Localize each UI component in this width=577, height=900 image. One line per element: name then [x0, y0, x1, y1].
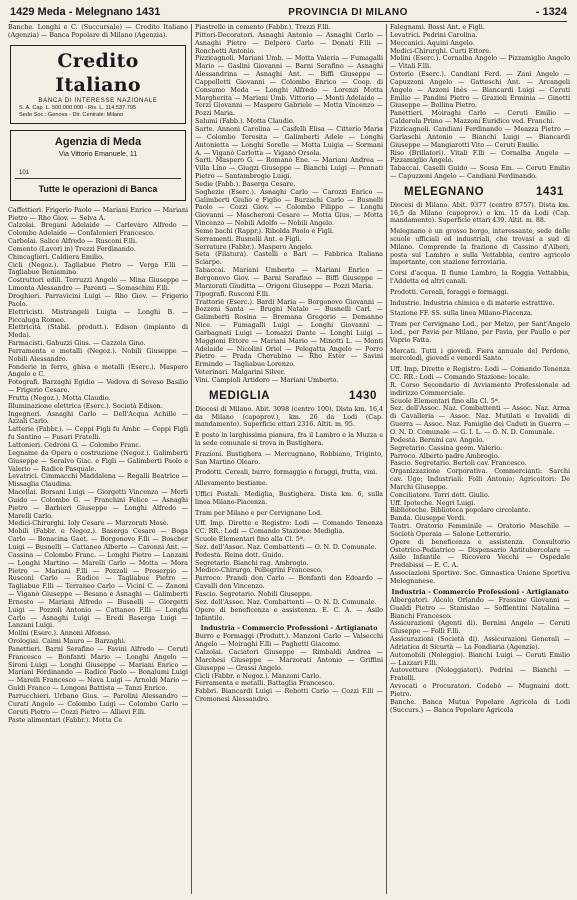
directory-entry: Avvocati e Procuratori. Codebò — Mugnaini dott. Pietro. [390, 682, 570, 698]
directory-entry: Uff. Imp. Dirette e Registro: Lodi — Comando Tenenza CC. RR.: Lodi — Comando Stazione: locale. [390, 365, 570, 382]
section-name: MEDIGLIA [209, 389, 271, 402]
directory-entry: Pizzicagnoli. Mariani Umb. — Motta Valeria — Fumagalli Mario — Gaslini Giovanni — Barni Serafino — Asnaghi Alessandrina — Asnaghi Ant. — Biffi Giuseppe — Cappelletti Giovanni — Colombo Enrico — Coop. di Consumo Meda — Longhi Alfredo — Lorenzi Motta Margherita — Mariani Umb. Vittorio — Monti Adelaide — Terzi Giovanni — Maspero Gabriele — Motta Vincenzo — Pozzi Maria. [195, 54, 383, 118]
ad-subtitle: BANCA DI INTERESSE NAZIONALE [38, 96, 158, 104]
directory-entry: Tabaccai. Caselli Guido — Scesa Em. — Ceruti Emilio — Capuzzoni Angelo — Candiani Ferdinando. [390, 164, 570, 181]
directory-entry: Calzolai. Bregani Adelaide — Carlevaro Alfredo — Colombo Adelaide — Confalonieri Francesco. [8, 221, 188, 238]
directory-entry: Medico-Chirurgo. Pellegrini Francesco. [195, 566, 323, 575]
section-intro: Frazioni. Bustighera — Mercugnano, Robbiano, Triginto, San Martino Olearo. [195, 450, 383, 466]
directory-entry: Carbolai. Salice Alfredo — Rusconi F.lli. [8, 237, 138, 246]
section-intro: Industrie. Industria chimica e di materie estrattive. [390, 299, 555, 307]
directory-entry: Mobili (Fabbr. e Negoz.). Baserga Cesare — Boga Carlo — Bonacina Gaet. — Borgonovo F.lli — Boscher Luigi — Busnelli — Cattaneo Alberto — Caronni Ant. — Cassina — Colombo Franc. — Longhi Pietro — Lanzani — Longhi Martino — Marelli Carlo — Motta — Mora Pietro — Mariani F.lli — Pozzoli — Proserpio — Rusconi Carlo — Radice — Tagliabue Pietro — Tagliabue F.lli — Terraneo Carlo — Vicini C. — Zanoni — Viganò Giuseppe — Besana e Asnaghi — Galimberti Ernesto — Mariani Alfredo — Busnelli — Giorgetti Luigi — Pozzoli Antonio — Cattaneo F.lli — Longhi Carlo — Asnaghi Luigi — Eredi Baserga Luigi — Lanzani Luigi. [8, 527, 188, 630]
section-intro: Diocesi di Milano. Abit. 3098 (centro 100). Dista km. 16,4 da Milano (capoprov.), km. 26 da Lodi (Cap. mandamento). Superficie ettari 2316. Altit. m. 95. [195, 405, 383, 429]
directory-entry: Automobili (Noleggio). Bianchi Luigi — Ceruti Emilio — Lazzari F.lli. [390, 650, 570, 667]
column-3 [390, 24, 570, 896]
sub-heading: Industria - Commercio Professioni - Artigianato [391, 587, 569, 596]
directory-entry: Salumi (Fabb.). Motta Claudio. [195, 117, 295, 126]
directory-entry: Cicli (Fabbr. e Negoz.). Manzoni Carlo. [195, 671, 322, 680]
section-intro: Mercati. Tutti i giovedì. Fiera annuale del Perdono, mercoledì, giovedì e venerdì Santo. [390, 347, 570, 363]
section-intro: Corsi d'acqua. Il fiume Lambro, la Roggia Vettabbia, l'Addetta ed altri canali. [390, 270, 570, 286]
directory-entry: Conciliatore. Torri dott. Giulio. [390, 490, 490, 499]
directory-entry: Podestà. Reina dott. Guido. [195, 550, 284, 559]
section-heading-melegnano [404, 186, 564, 199]
directory-entry: Parroco. Prandi don Carlo — Bonfanti don Edoardo — Cavalli don Vincenzo. [195, 574, 383, 591]
directory-entry: Segretario. Bianchi rag. Ambrogio. [195, 558, 309, 567]
directory-entry: Falegnami. Bossi Ant. e Figli. [390, 24, 485, 31]
page-header [10, 3, 567, 22]
directory-entry: Trattorie (Eserc.). Bardi Maria — Borgonovo Giovanni — Bozzeni Santa — Brugni Natale — Busnelli Carl. — Galimberti Rosina — Bremana Gregorio — Demanno Nice. — Fumagalli Luigi — Longhi Giovanni — Garbagnati Luigi — Lomazzi Dante — Longhi Luigi — Maggioni Ettore — Mariani Mario — Minotti L. — Monti Adelaide — Nicolini Oriel — Pelegatta Angelo — Porro Pietro — Prada Cherubino — Rho Ester — Savini Ermindo — Tagliabue Lorenzo. [195, 297, 383, 369]
directory-entry: Sedie (Fabb.). Baserga Cesare. [195, 179, 296, 188]
directory-entry: Pizzicagnoli. Candiani Ferdinando — Meazza Pietro — Garlaschi Antonio — Bianchi Luigi — Biancardi Giuseppe — Mangiarotti Vito — Ceruti Emilio. [390, 124, 570, 149]
directory-entry: Fascio. Segretario. Nobili Giuseppe. [195, 589, 312, 598]
directory-entry: Banda. Giuseppe Verdi. [390, 514, 466, 523]
sub-heading: Industria - Commercio Professioni - Artigianato [200, 624, 378, 633]
directory-entry: Sarte. Annoni Carolina — Casfelli Elisa — Citterio Maria — Colombo Teresita — Galimberti Adele — Longhi Antonietta — Longhi Sorelle — Motta Luigia — Sormani A. — Viganò Carlotta — Viganò Orsola. [195, 124, 383, 157]
section-intro: Allevamento bestiame. [195, 480, 268, 488]
section-intro: Prodotti. Cereali, burro, formaggio e foraggi, frutta, vini. [195, 469, 378, 477]
directory-entry: Tabaccai. Mariani Umberto — Mariani Enrico — Borgonovo Giov. — Barni Serafino — Biffi Giuseppe — Marzorati Giuditta — Origoni Giuseppe — Pozzi Maria. [195, 266, 383, 290]
directory-entry: Fotografi. Barzaghi Egidio — Vedova di Seveso Basilio — Frigerio Cesare. [8, 378, 188, 395]
directory-entry: Assicurazioni (Agenti di). Bernini Angelo — Ceruti Giuseppe — Folli F.lli. [390, 619, 570, 636]
directory-entry: Seta (Filatura). Castelli e Bari — Fabbrica Italiana Sciarpe. [195, 250, 383, 267]
ad-capital: S. A. Cap. L. 500.000.000 - Ris. L. 114.537.795 [19, 104, 137, 111]
directory-entry: Associazioni Sportive. Soc. Ginnastica Unione Sportiva Melegnanese. [390, 569, 570, 585]
directory-entry: Albergatori. Alcolo Orlando — Frassine Giovanni — Gualdi Pietro — Stanislao — Soffientini Natalina — Bianchi Francesco. [390, 595, 570, 620]
directory-entry: Serrature (Fabbr.). Maspero Angelo. [195, 242, 313, 251]
directory-entry: Levatrici. Cimmacchi Maddalena — Regalli Beatrice — Missaglia Claudina. [8, 472, 188, 489]
section-number: 1431 [536, 185, 564, 198]
directory-entry: Paste alimentari (Fabbr.). Motta Ce [8, 715, 123, 724]
directory-entry: Latterie (Fabbr.). — Ceppi Figli fu Ambr. — Ceppi Figli fu Santino — Fusari Fratelli. [8, 425, 188, 442]
directory-entry: Parroco. Alberto padre Ambrogio. [390, 451, 500, 460]
directory-entry: Organizzazione Corporativa. Commercianti: Sarchi cav. Ugo; Industriali: Folli Antonio; Agricoltori: De Marchi Giuseppe. [390, 467, 570, 491]
directory-entry: Uff. Imp. Dirette e Registro: Lodi — Comando Tenenza CC. RR.: Lodi — Comando Stazione: Mediglia. [195, 519, 383, 536]
column-divider [386, 24, 387, 894]
section-intro: Tram per Milano e per Cervignano Lod. [195, 509, 323, 517]
directory-entry: Medici-Chirurghi. Curti Ettore. [390, 46, 492, 55]
agency-tagline: Tutte le operazioni di Banca [15, 178, 181, 196]
directory-entry: Ingegneri. Asnaghi Carlo — Dell'Acqua Achille — Azzali Carlo. [8, 409, 188, 426]
directory-entry: Ferramenta e metalli. Battaglia Francesco. [195, 679, 335, 688]
directory-entry: Molini (Eserc.). Cornalba Angelo — Pizzamiglio Angelo — Vitali F.lli. [390, 54, 570, 71]
section-intro: Diocesi di Milano. Abit. 9377 (centro 8757). Dista km. 16,5 da Milano (capoprov.) e km. 15 da Lodi (Cap. mandamento). Superficie ettari 439. Altit. m. 88. [390, 201, 570, 225]
directory-entry: Cicli (Negoz.). Tagliabue Pietro — Verga F.lli — Tagliabue Beniamino. [8, 260, 188, 277]
directory-entry: Piastrelle in cemento (Fabbr.). Trezzi F.lli. [195, 24, 331, 31]
directory-entry: Uff. Ipoteche. Negri Luigi. [390, 498, 476, 507]
directory-entry: Macellai. Borsani Luigi — Giorgetti Vincenzo — Merli Guido — Colombo G. — Franchini Felice — Asnaghi Pietro — Barbieri Giuseppe — Longhi Alfredo — Marelli Carlo. [8, 488, 188, 520]
directory-entry: Chincaglieri. Caldiera Emilio. [8, 252, 104, 261]
directory-entry: Segretario. Cassina geom. Valerio. [390, 443, 502, 452]
directory-entry: Scuole Elementari fino alla Cl. 5ª. [195, 535, 305, 544]
directory-entry: Sez. dell'Assoc. Naz. Combattenti — O. N. D. Comunale. [195, 542, 377, 551]
directory-entry: Ferramenta e metalli (Negoz.). Nobili Giuseppe — Nobili Alessandro. [8, 346, 188, 363]
section-intro: Melegnano è un grosso borgo, interessante, sede delle scuole ufficiali ed industriali, che trovasi a sud di Milano. Comprende la frazione di Cassino d'Alberi, posta sul Lambro e sulla Vettabbia, centro agricolo importante, con stazione ferroviaria. [390, 228, 570, 267]
directory-entry: Molini (Eserc.). Annoni Alfonso. [8, 629, 112, 638]
directory-entry: Tipografi. Rusconi F.lli. [195, 289, 270, 298]
directory-entry: Opere di beneficenza e assistenza. Consultorio Ostetrico-Pediatrico — Dispensario Antitubercolare — Asilo Infantile — Ricovero Vecchi — Ospedale Predabissi — E. C. A. [390, 537, 570, 570]
directory-entry: Banche. Longhi e C. (Succursale) — Credito Italiano (Agenzia) — Banca Popolare di Milano (Agenzia). [8, 24, 188, 39]
agenzia-meda-ad [10, 130, 186, 201]
directory-entry: Sez. dell'Assoc. Naz. Combattenti — Assoc. Naz. Arma di Cavalleria — Assoc. Naz. Mutilati e Invalidi di Guerra — Assoc. Naz. Famiglie dei Caduti in Guerra — O. N. D. Comunale — G. I. L. — O. N. D. Comunale. [390, 404, 570, 436]
directory-entry: Banche. Banca Mutua Popolare Agricola di Lodi (Succurs.) — Banca Popolare Agricola [390, 697, 570, 714]
directory-entry: Calzolai. Caciatori Giuseppe — Rimbaldi Andrea — Marchesi Giuseppe — Marzorati Antonio — Griffini Giuseppe — Grassi Angelo. [195, 648, 383, 672]
directory-entry: Caffettieri. Frigerio Paolo — Mariani Enrico — Mariani Pietro — Rho Giov. — Selva A. [8, 205, 188, 222]
directory-entry: Fascio. Segretario. Bertoli cav. Francesco. [390, 459, 527, 468]
directory-entry: Frutta (Negoz.). Motta Claudio. [8, 393, 111, 402]
directory-entry: Osterie (Eserc.). Candiani Ferd. — Zani Angelo — Capuzzoni Angelo — Gatteschi Ant. — Arcangeli Angelo — Azzoni Inès — Biancardi Luigi — Ceruti Emilio — Pandini Pietro — Grazioli Erminia — Ginetti Giuseppe — Bollina Pietro. [390, 70, 570, 110]
directory-entry: Serramenti. Busnelli Ant. e Figli. [195, 234, 302, 243]
directory-entry: Sarti. Maspero G. — Romanò Ene. — Mariani Andrea — Villa Lino — Giugzi Giuseppe — Bianchi Luigi — Pennati Pietro — Santambrogio Luigi. [195, 156, 383, 181]
directory-entry: Levatrici. Pedrini Carolina. [390, 30, 478, 39]
section-intro: Tram per Cervignano Lod., per Melzo, per Sant'Angelo Lod., per Pavia per Milano, per Pavia, per Paullo e per Vaprio Fatta. [390, 321, 570, 344]
header-left: 1429 Meda - Melegnano 1431 [10, 6, 161, 18]
directory-entry: Autovetture (Noleggiatori). Pedrini — Bianchi — Fratelli. [390, 666, 570, 683]
agency-address: Via Vittorio Emanuele, 11 [58, 150, 138, 158]
ad-title: Credito Italiano [55, 49, 141, 96]
directory-entry: Podestà. Bernini cav. Angelo. [390, 435, 485, 444]
directory-entry: Droghieri. Parravicini Luigi — Rho Giov. — Frigerio Paolo. [8, 291, 188, 308]
ad-seat: Sede Soc.: Genova - Dir. Centrale: Milano [19, 111, 124, 118]
section-intro: Stazione FF. SS. sulla linea Milano-Piacenza. [390, 310, 533, 318]
directory-entry: Burro e Formaggi (Produtt.). Manzoni Carlo — Valsecchi Angelo — Moiraghi F.lli — Paghetti Giacomo. [195, 632, 383, 649]
column-2 [195, 24, 383, 896]
section-intro: Uffici Postali. Mediglia, Bustighera. Dista km. 6, sulla linea Milano-Piacenza. [195, 490, 383, 506]
directory-entry: Elettricisti. Mistrangeli Luigia — Longhi B. — Piccaluga Romeo. [8, 307, 188, 324]
directory-entry: Scuole Elementari fino alla Cl. 5ª. [390, 396, 500, 405]
column-divider [191, 24, 192, 894]
directory-entry: Meccanici. Aquini Angelo. [390, 38, 475, 47]
directory-entry: Assicurazioni (Società di). Assicurazioni Generali — Adriatica di Sicurtà — La Fondiaria (Agenzie). [390, 635, 570, 651]
directory-entry: Riso (Brillatori). Vitali F.lli — Cornalba Angelo — Pizzamiglio Angelo. [390, 148, 570, 165]
credito-italiano-ad [10, 45, 186, 124]
directory-entry: Orologiai. Caimi Mauro — Barzaghi. [8, 637, 126, 646]
directory-entry: Sez. dell'Assoc. Naz. Combattenti — O. N. D. Comunale. [195, 597, 377, 606]
agency-phone: 101 [19, 169, 30, 176]
directory-entry: Farmacisti. Gabuzzi Gius. — Cazzola Gino. [8, 339, 146, 348]
header-right: - 1324 [535, 6, 567, 18]
section-intro: Prodotti. Cereali, foraggi e formaggi. [390, 288, 509, 296]
directory-entry: Seme bachi (Rappr.). Ribolda Paolo e Figli. [195, 226, 334, 235]
directory-entry: Parrucchieri. Urbano Gius. — Parolini Alessandro — Curati Angelo — Colombo Luigi — Colombo Carlo — Ceruti Pietro — Cozzi Pietro — Allievi F.lli. [8, 692, 188, 716]
directory-entry: Vini. Campioli Artidoro — Mariani Umberto. [195, 375, 339, 384]
header-center: PROVINCIA DI MILANO [288, 6, 408, 18]
directory-entry: Costruttori edili. Terruzzi Angelo — Mina Giuseppe — Limonta Alessandro — Parenti — Somaschini F.lli. [8, 276, 188, 293]
directory-entry: Fonderie in ferro, ghisa e metalli (Eserc.). Maspero Angelo e C. [8, 362, 188, 379]
directory-entry: Fabbri. Biancardi Luigi — Rebotti Carlo — Cozzi F.lli — Cremonesi Alessandro. [195, 687, 383, 704]
directory-entry: Soghezie (Eserc.). Asnaghi Carlo — Carozzi Enrico — Galimberti Giulio e Figlio — Burzachi Carlo — Busnelli Paolo — Cozzi Giov. — Colombo Filippo — Longhi Giovanni — Mascheroni Cesare — Motta Gius. — Motta Vincenzo — Nobili Adolfo — Nobili Angelo. [195, 187, 383, 228]
section-intro: È posto in larghissima pianura, fra il Lambro e la Muzza e la sede comunale si trova in Bustighera. [195, 432, 383, 447]
section-heading-mediglia [209, 390, 377, 403]
directory-entry: Pittori-Decoratori. Asnaghi Antonio — Asnaghi Carlo — Asnaghi Pietro — Delpero Carlo — Donati F.lli — Ronchetti Antonio. [195, 30, 383, 55]
agency-title: Agenzia di Meda [54, 135, 142, 148]
directory-entry: Illuminazione elettrica (Eserc.). Società Edison. [8, 401, 163, 410]
directory-entry: Legname da Opera e costruzione (Negoz.). Galimberti Giuseppe — Seralvo Giac. e Figli — Galimberti Paolo e Valerio — Radice Pasquale. [8, 448, 188, 473]
directory-entry: Elettricità (Stabil. produtt.). Edison (impianto di Meda). [8, 323, 188, 340]
column-1 [8, 24, 188, 896]
section-name: MELEGNANO [404, 185, 485, 198]
directory-entry: Cemento (Lavori in) Trezzi Ferdinando. [8, 244, 136, 253]
directory-entry: Panettieri. Barni Serafino — Favini Alfredo — Ceruti Francesco — Bonfanti Mario — Longhi Angelo — Sironi Luigi — Longhi Giuseppe — Mariani Enrico — Mariani Ferdinando — Radice Paolo — Bonalumi Luigi — Marelli Francesco — Nava Luigi — Arnoldi Mario — Guldi Franco — Longoni Battista — Tanzi Enrico. [8, 644, 188, 693]
directory-entry: Medici-Chirurghi. Ioly Cesare — Marzorati Mosè. [8, 519, 169, 528]
directory-entry: Panettieri. Moiraghi Carlo — Ceruti Emilio — Calderola Primo — Mazzoni Euridice ved. Franchi. [390, 109, 570, 126]
directory-entry: Opere di beneficenza e assistenza. E. C. A. — Asilo Infantile. [195, 605, 383, 622]
directory-entry: Lattonieri. Cedroni G. — Colombo Franc. [8, 441, 142, 449]
directory-entry: Veterinari. Malgarini Silver. [195, 368, 286, 377]
directory-entry: Biblioteche. Biblioteca popolare circolante. [390, 506, 531, 515]
directory-entry: Teatri. Oratorio Femminile — Oratorio Maschile — Società Operaia — Salone Letterario. [390, 522, 570, 538]
section-number: 1430 [349, 389, 377, 402]
directory-entry: R. Corso Secondario di Avviamento Professionale ad indirizzo Commerciale. [390, 380, 570, 397]
